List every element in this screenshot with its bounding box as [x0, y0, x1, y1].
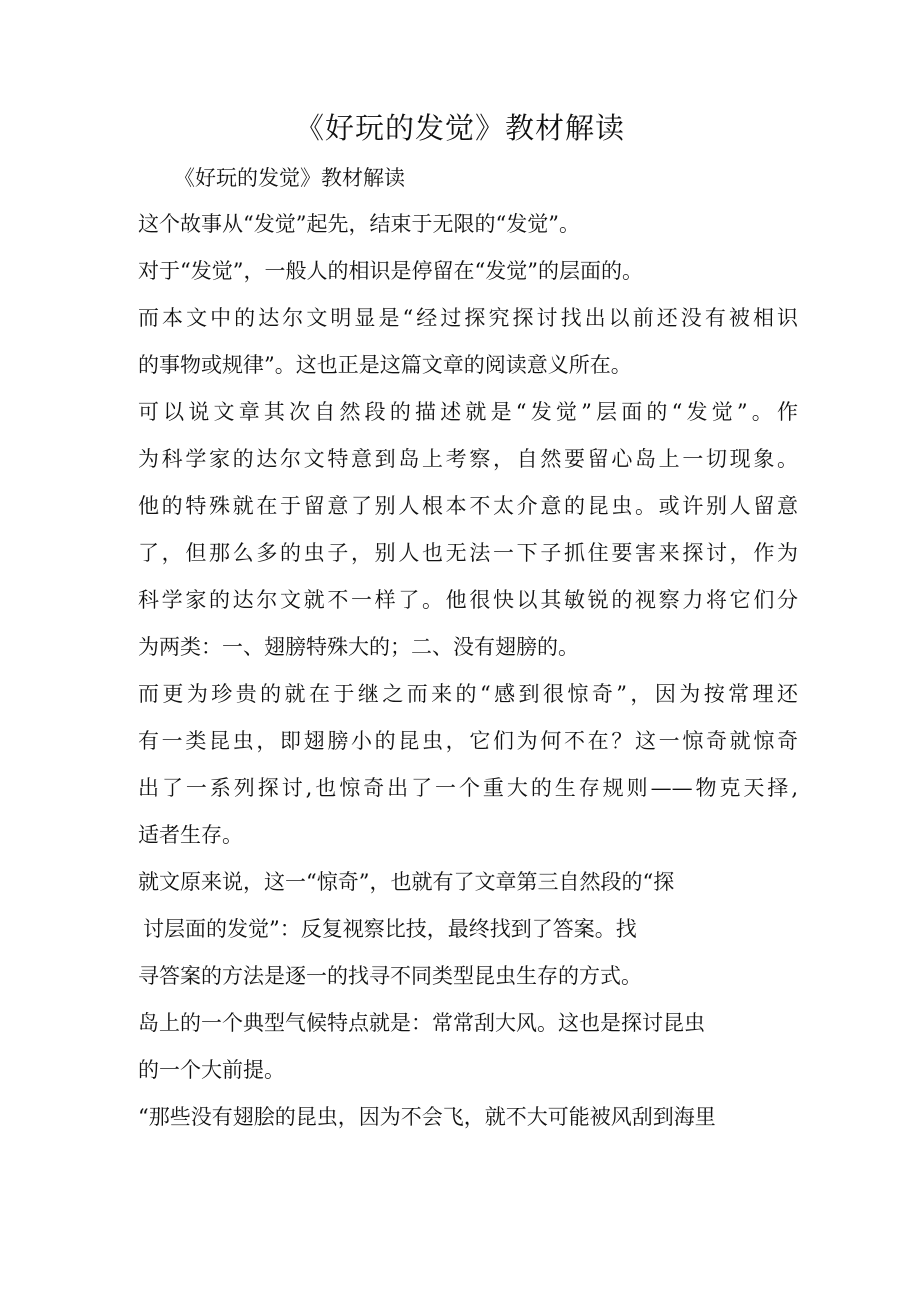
- body-line-7: 他的特殊就在于留意了别人根本不太介意的昆虫。或许别人留意: [138, 494, 798, 518]
- body-line-17: 寻答案的方法是逐一的找寻不同类型昆虫生存的方式。: [138, 964, 642, 988]
- body-line-6: 为科学家的达尔文特意到岛上考察，自然要留心岛上一切现象。: [138, 447, 798, 471]
- body-line-16: 讨层面的发觉”：反复视察比技，最终找到了答案。找: [143, 917, 637, 941]
- body-line-12: 有一类昆虫，即翅膀小的昆虫，它们为何不在？这一惊奇就惊奇: [138, 729, 798, 753]
- body-line-8: 了，但那么多的虫子，别人也无法一下子抓住要害来探讨，作为: [138, 541, 798, 565]
- body-line-1: 这个故事从“发觉”起先，结束于无限的“发觉”。: [138, 212, 580, 236]
- document-title: 《好玩的发觉》教材解读: [294, 111, 625, 145]
- body-line-11: 而更为珍贵的就在于继之而来的“感到很惊奇”，因为按常理还: [138, 682, 798, 706]
- body-line-18: 岛上的一个典型气候特点就是：常常刮大风。这也是探讨昆虫: [138, 1011, 705, 1035]
- body-line-15: 就文原来说，这一“惊奇”，也就有了文章第三自然段的“探: [138, 870, 675, 894]
- body-line-2: 对于“发觉”，一般人的相识是停留在“发觉”的层面的。: [138, 259, 643, 283]
- body-line-19: 的一个大前提。: [138, 1058, 285, 1082]
- body-line-10: 为两类：一、翅膀特殊大的；二、没有翅膀的。: [138, 635, 579, 659]
- document-body: [138, 201, 798, 1141]
- body-line-5: 可以说文章其次自然段的描述就是“发觉”层面的“发觉”。作: [138, 400, 798, 424]
- body-line-13: 出了一系列探讨,也惊奇出了一个重大的生存规则——物克天择,: [138, 776, 798, 800]
- body-line-14: 适者生存。: [138, 823, 243, 847]
- body-line-9: 科学家的达尔文就不一样了。他很快以其敏锐的视察力将它们分: [138, 588, 798, 612]
- body-line-20: “那些没有翅脍的昆虫，因为不会飞，就不大可能被风刮到海里: [138, 1105, 716, 1129]
- document-subtitle: 《好玩的发觉》教材解读: [174, 166, 405, 190]
- body-line-4: 的事物或规律”。这也正是这篇文章的阅读意义所在。: [138, 353, 632, 377]
- body-line-3: 而本文中的达尔文明显是“经过探究探讨找出以前还没有被相识: [138, 306, 798, 330]
